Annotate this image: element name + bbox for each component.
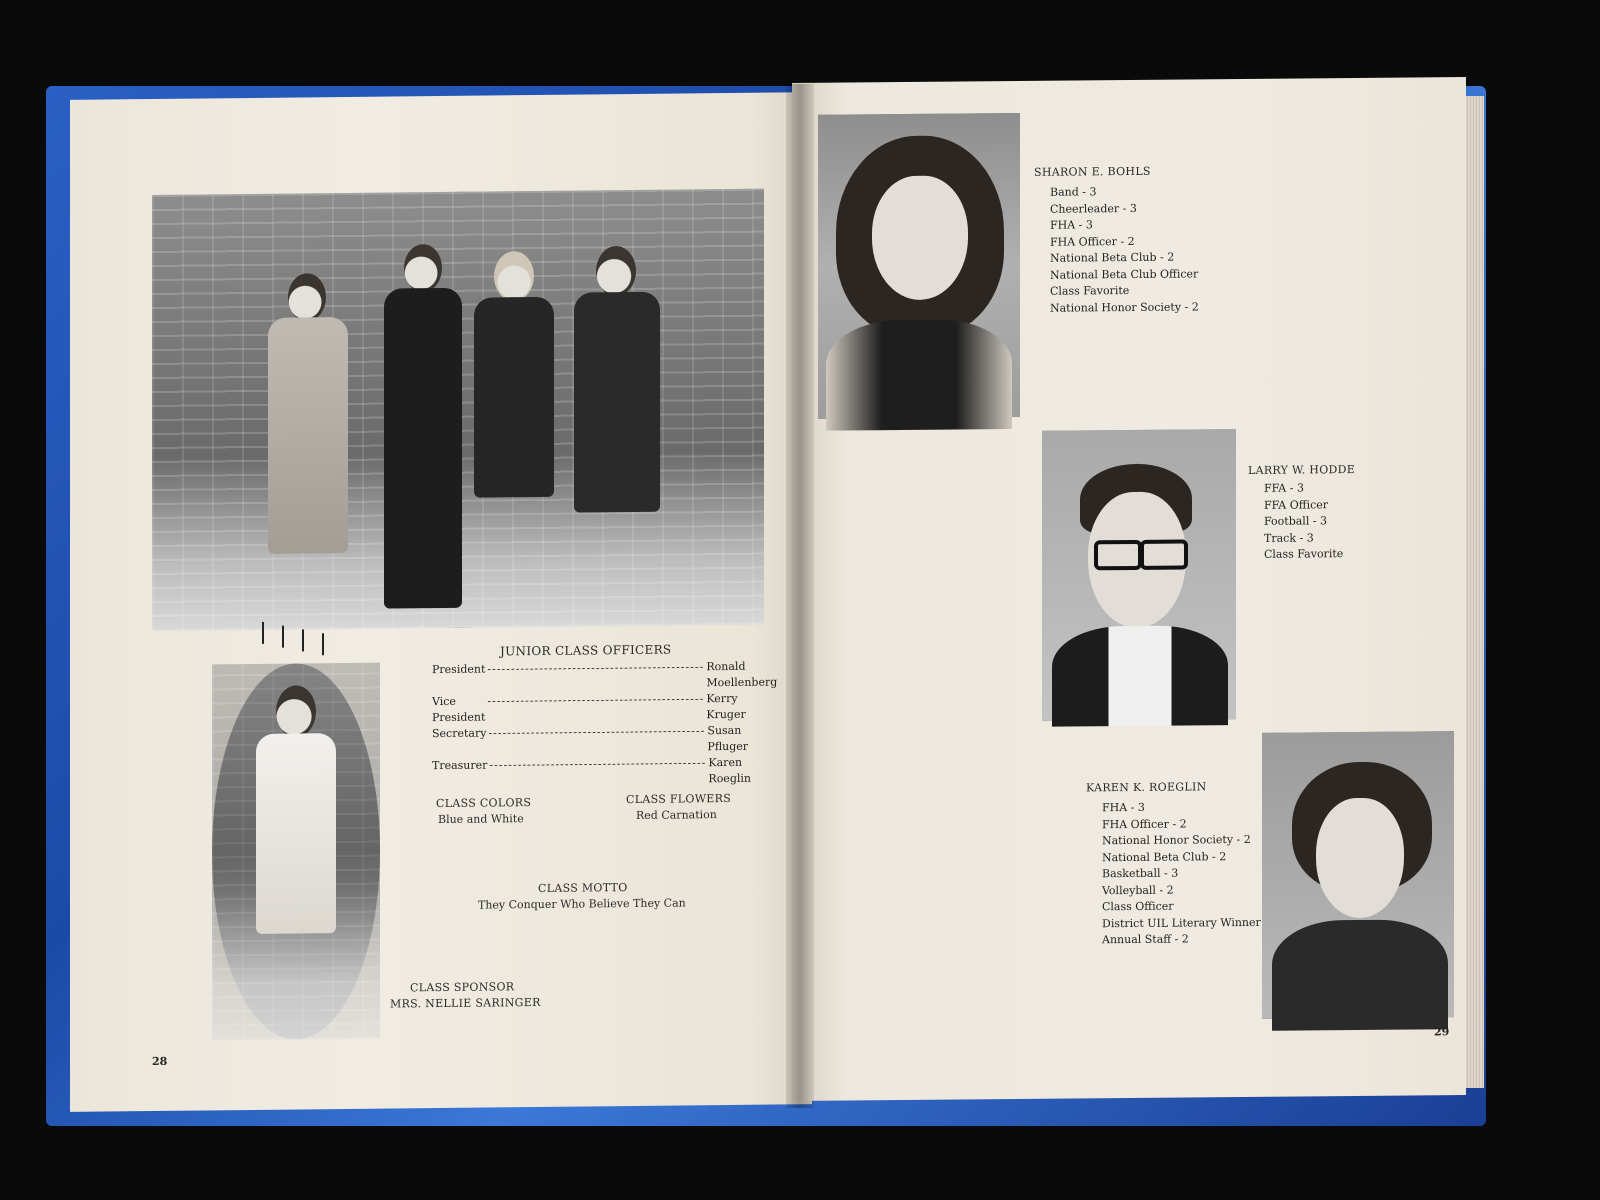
book-gutter <box>786 84 814 1108</box>
divider-mark <box>262 622 264 644</box>
class-motto-value: They Conquer Who Believe They Can <box>478 896 686 912</box>
officers-group-photo <box>152 189 764 631</box>
page-number-right: 29 <box>1434 1025 1450 1039</box>
activity-item: National Honor Society - 2 <box>1102 832 1251 848</box>
student-activities <box>1102 799 1261 949</box>
officer-role: Secretary <box>432 726 487 741</box>
activity-item: FFA Officer <box>1264 497 1329 512</box>
officer-row: Treasurer ---------------------------------------------- Karen Roeglin <box>432 755 722 790</box>
student-portrait <box>818 113 1020 419</box>
student-portrait <box>1042 429 1236 721</box>
officer-row: Secretary ---------------------------------------------- Susan Pfluger <box>432 723 722 758</box>
student-name: LARRY W. HODDE <box>1248 463 1356 477</box>
left-page <box>70 92 812 1112</box>
class-flowers-value: Red Carnation <box>636 808 717 822</box>
class-colors-value: Blue and White <box>438 812 524 827</box>
activity-item: FHA - 3 <box>1050 218 1093 232</box>
activity-item: National Beta Club - 2 <box>1050 250 1175 265</box>
activity-item: Basketball - 3 <box>1102 866 1179 881</box>
officer-name: Susan Pfluger <box>707 723 749 754</box>
officer-role: Treasurer <box>432 758 488 773</box>
officer-role: President <box>432 662 486 677</box>
officer-row: Vice President ---------------------------------------------- Kerry Kruger <box>432 691 746 725</box>
activity-item: FHA Officer - 2 <box>1050 234 1135 249</box>
activity-item: Band - 3 <box>1050 185 1097 199</box>
student-name: SHARON E. BOHLS <box>1034 164 1151 179</box>
officer-row: President ---------------------------------------------- Ronald Moellenberg <box>432 659 722 694</box>
activity-item: Track - 3 <box>1264 530 1314 545</box>
sponsor-photo <box>212 663 380 1041</box>
activity-item: National Beta Club - 2 <box>1102 849 1227 864</box>
page-number-left: 28 <box>152 1054 168 1069</box>
officers-title: JUNIOR CLASS OFFICERS <box>500 642 672 659</box>
activity-item: Volleyball - 2 <box>1102 883 1174 897</box>
activity-item: Annual Staff - 2 <box>1102 932 1189 947</box>
student-name: KAREN K. ROEGLIN <box>1086 780 1207 795</box>
divider-mark <box>322 633 324 655</box>
activity-item: National Honor Society - 2 <box>1050 299 1199 315</box>
class-sponsor-name: MRS. NELLIE SARINGER <box>390 995 541 1011</box>
activity-item: Class Favorite <box>1264 547 1344 561</box>
officer-name: Karen Roeglin <box>708 755 751 786</box>
class-flowers-title: CLASS FLOWERS <box>626 791 732 807</box>
activity-item: FHA Officer - 2 <box>1102 816 1187 831</box>
activity-item: FHA - 3 <box>1102 800 1145 815</box>
student-activities <box>1264 480 1343 563</box>
student-portrait <box>1262 731 1454 1019</box>
class-sponsor-title: CLASS SPONSOR <box>410 980 515 995</box>
officers-list <box>432 659 778 790</box>
activity-item: FFA - 3 <box>1264 481 1304 495</box>
officer-name: Ronald Moellenberg <box>706 659 778 690</box>
student-activities <box>1050 183 1199 316</box>
divider-mark <box>282 626 284 648</box>
activity-item: Football - 3 <box>1264 514 1328 528</box>
divider-mark <box>302 629 304 651</box>
activity-item: Class Favorite <box>1050 283 1130 298</box>
activity-item: National Beta Club Officer <box>1050 266 1199 282</box>
class-motto-title: CLASS MOTTO <box>538 881 628 895</box>
class-colors-title: CLASS COLORS <box>436 796 532 811</box>
officer-role: Vice President <box>432 694 486 725</box>
activity-item: Cheerleader - 3 <box>1050 201 1137 216</box>
activity-item: Class Officer <box>1102 899 1174 914</box>
activity-item: District UIL Literary Winner <box>1102 915 1261 930</box>
officer-name: Kerry Kruger <box>706 691 746 722</box>
right-page <box>792 77 1466 1101</box>
